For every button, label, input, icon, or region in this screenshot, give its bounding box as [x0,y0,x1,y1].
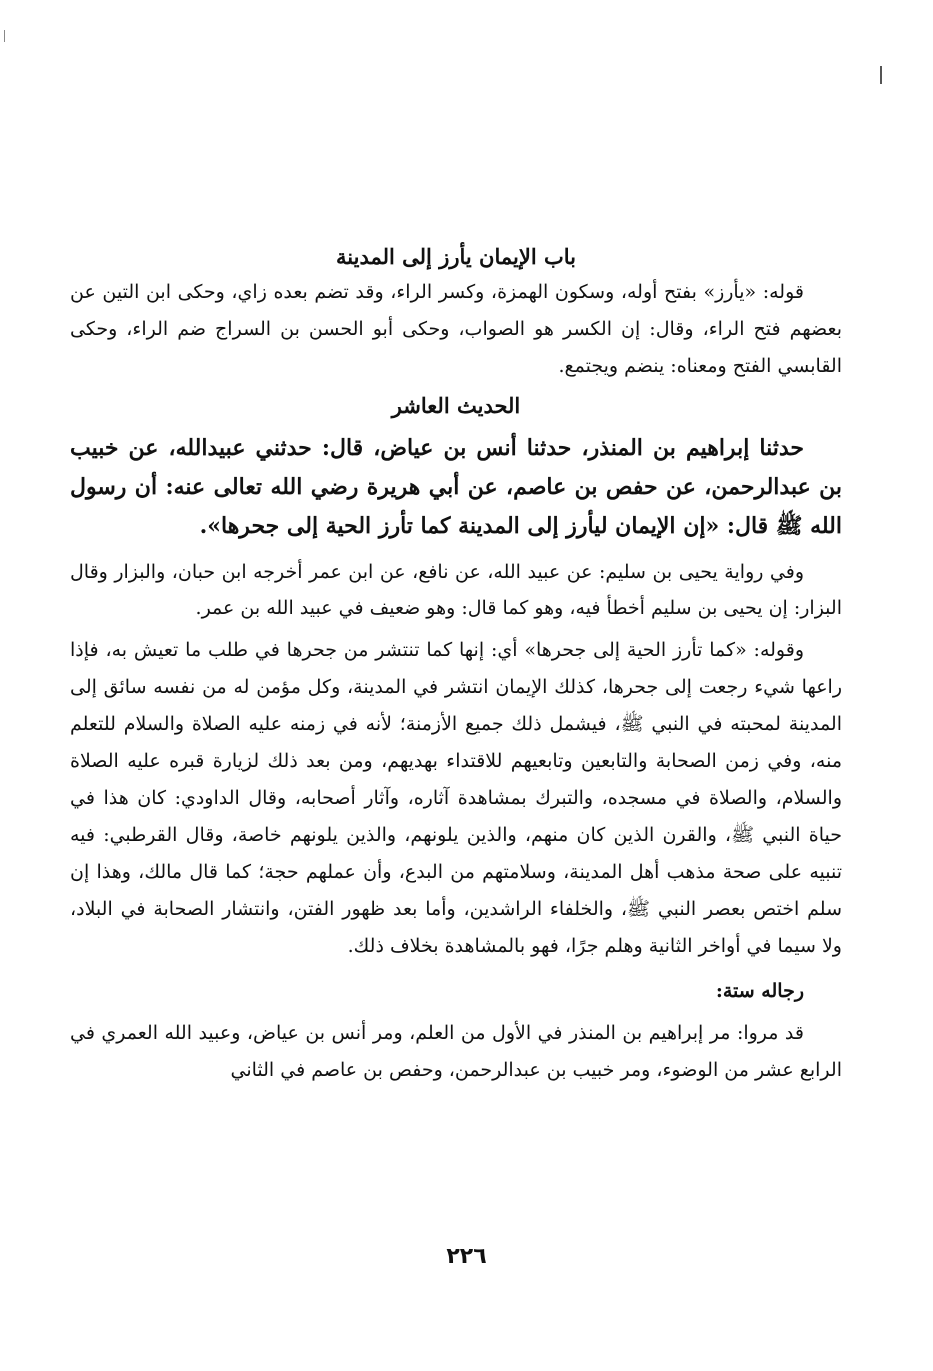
scan-edge-mark [4,30,5,42]
hadith-text: حدثنا إبراهيم بن المنذر، حدثنا أنس بن عياض، قال: حدثني عبيدالله، عن خبيب بن عبدالرحمن، عن حفص بن عاصم، عن أبي هريرة رضي الله تعالى عنه: أن رسول الله ﷺ قال: «إن الإيمان ليأرز إلى المدينة كما تأرز الحية إلى جحرها». [70,435,842,539]
chapter-title: باب الإيمان يأرز إلى المدينة [336,244,576,269]
narrators-paragraph: قد مروا: مر إبراهيم بن المنذر في الأول من العلم، ومر أنس بن عياض، وعبيد الله العمري في الرابع عشر من الوضوء، ومر خبيب بن عبدالرحمن، وحفص بن عاصم في الثاني [70,1022,842,1081]
intro-paragraph: قوله: «يأرز» بفتح أوله، وسكون الهمزة، وكسر الراء، وقد تضم بعده زاي، وحكى ابن التين عن بعضهم فتح الراء، وقال: إن الكسر هو الصواب، وحكى أبو الحسن بن السراج ضم الراء، وحكى القابسي الفتح ومعناه: ينضم ويجتمع. [70,281,842,377]
narrators-label: رجاله ستة: [715,980,804,1002]
margin-mark [880,66,882,84]
commentary-paragraph: وقوله: «كما تأرز الحية إلى جحرها» أي: إنها كما تنتشر من جحرها في طلب ما تعيش به، فإذا راعها شيء رجعت إلى جحرها، كذلك الإيمان انتشر في المدينة، وكل مؤمن له من نفسه سائق إلى المدينة لمحبته في النبي ﷺ، فيشمل ذلك جميع الأزمنة؛ لأنه في زمنه عليه الصلاة والسلام للتعلم منه، وفي زمن الصحابة والتابعين وتابعيهم للاقتداء بهديهم، ومن بعد ذلك لزيارة قبره عليه الصلاة والسلام، والصلاة في مسجده، والتبرك بمشاهدة آثاره، وآثار أصحابه، وقال الداودي: كان هذا في حياة النبي ﷺ، والقرن الذين كان منهم، والذين يلونهم، والذين يلونهم خاصة، وقال القرطبي: فيه تنبيه على صحة مذهب أهل المدينة، وسلامتهم من البدع، وأن عملهم حجة؛ كما قال مالك، وهذا إن سلم اختص بعصر النبي ﷺ، والخلفاء الراشدين، وأما بعد ظهور الفتن، وانتشار الصحابة في البلاد، ولا سيما في أواخر الثانية وهلم جرًا، فهو بالمشاهدة بخلاف ذلك. [70,639,842,957]
page-body [70,240,842,1089]
hadith-heading: الحديث العاشر [391,393,521,418]
page-number: ٢٢٦ [446,1244,487,1269]
riwaya-paragraph: وفي رواية يحيى بن سليم: عن عبيد الله، عن نافع، عن ابن عمر أخرجه ابن حبان، والبزار وقال البزار: إن يحيى بن سليم أخطأ فيه، وهو كما قال: وهو ضعيف في عبيد الله بن عمر. [70,561,842,619]
